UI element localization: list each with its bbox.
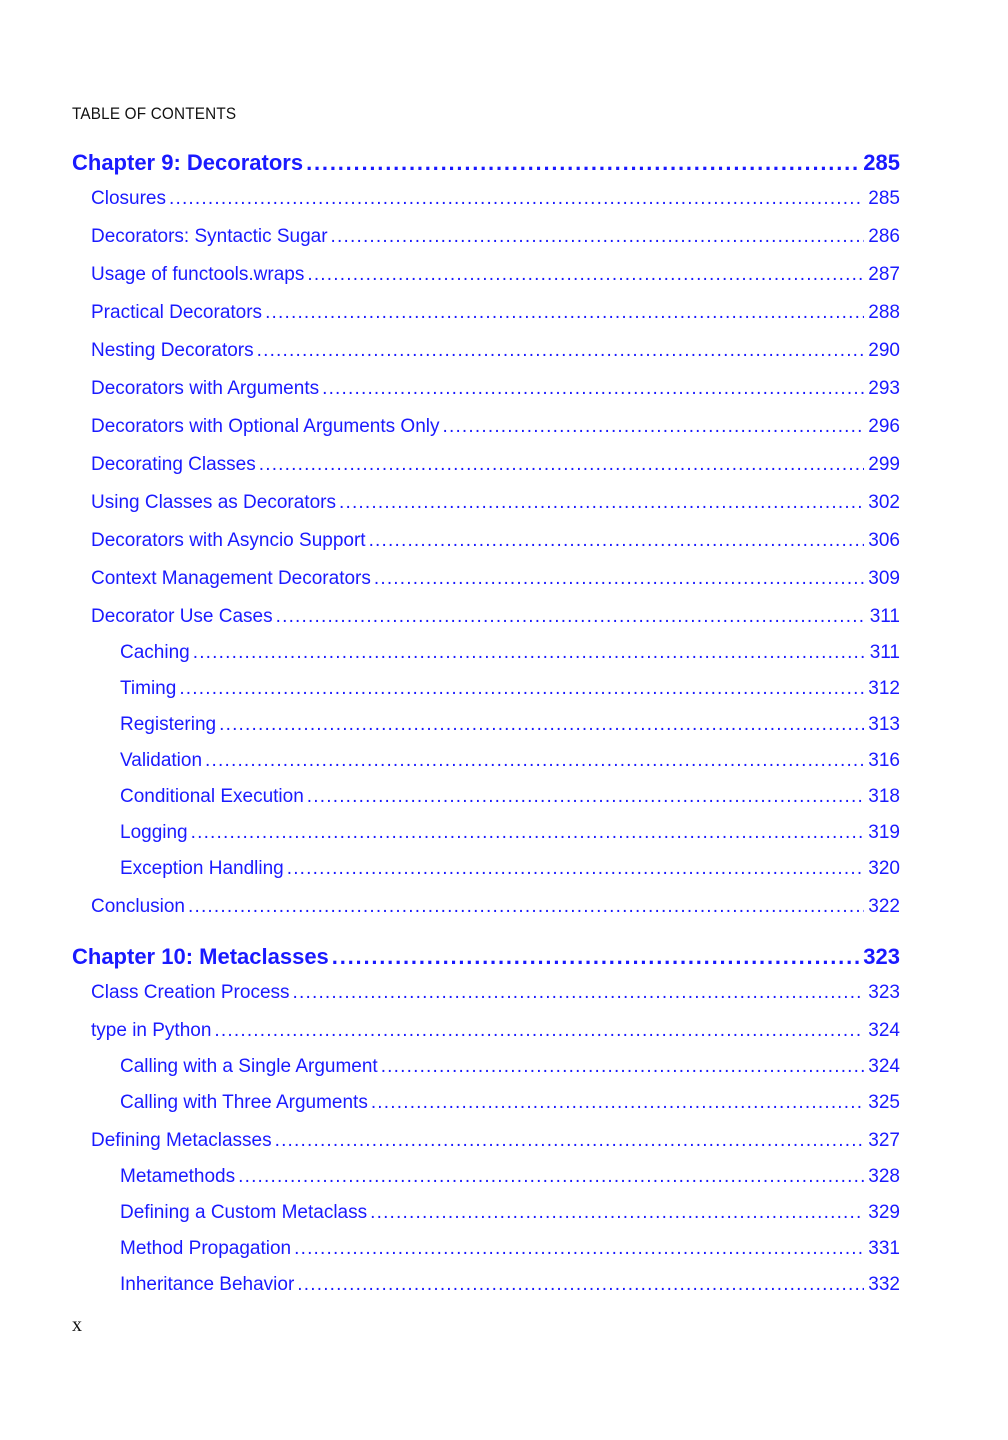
toc-section-entry[interactable] xyxy=(91,264,900,288)
dot-leader xyxy=(331,226,865,248)
toc-section-entry[interactable] xyxy=(91,378,900,402)
dot-leader xyxy=(381,1056,865,1078)
toc-subsection-entry[interactable] xyxy=(120,642,900,666)
toc-entry-page-number: 312 xyxy=(868,678,900,699)
toc-subsection-entry[interactable] xyxy=(120,1238,900,1262)
dot-leader xyxy=(265,302,864,324)
toc-section-entry[interactable] xyxy=(91,982,900,1006)
dot-leader xyxy=(188,896,864,918)
toc-entry-title: Calling with a Single Argument xyxy=(120,1056,378,1077)
toc-subsection-entry[interactable] xyxy=(120,1202,900,1226)
dot-leader xyxy=(193,642,866,664)
toc-entry-title: Caching xyxy=(120,642,190,663)
toc-entry-title: Decorating Classes xyxy=(91,454,256,475)
toc-entry-page-number: 290 xyxy=(868,340,900,361)
toc-entry-title: Decorators: Syntactic Sugar xyxy=(91,226,328,247)
toc-entry-title: Defining Metaclasses xyxy=(91,1130,272,1151)
dot-leader xyxy=(219,714,864,736)
toc-entry-title: Conclusion xyxy=(91,896,185,917)
toc-entry-page-number: 285 xyxy=(863,150,900,175)
toc-entry-page-number: 313 xyxy=(868,714,900,735)
toc-subsection-entry[interactable] xyxy=(120,1166,900,1190)
toc-section-entry[interactable] xyxy=(91,492,900,516)
toc-subsection-entry[interactable] xyxy=(120,714,900,738)
toc-subsection-entry[interactable] xyxy=(120,822,900,846)
toc-chapter-entry[interactable] xyxy=(72,150,900,178)
toc-entry-title: Using Classes as Decorators xyxy=(91,492,336,513)
dot-leader xyxy=(293,982,865,1004)
toc-section-entry[interactable] xyxy=(91,606,900,630)
dot-leader xyxy=(275,1130,865,1152)
toc-entry-title: Logging xyxy=(120,822,188,843)
dot-leader xyxy=(443,416,865,438)
toc-entry-title: Validation xyxy=(120,750,203,771)
toc-entry-page-number: 299 xyxy=(868,454,900,475)
toc-subsection-entry[interactable] xyxy=(120,786,900,810)
toc-entry-title: type in Python xyxy=(91,1020,212,1041)
dot-leader xyxy=(191,822,865,844)
toc-entry-title: Metamethods xyxy=(120,1166,236,1187)
toc-section-entry[interactable] xyxy=(91,454,900,478)
toc-entry-page-number: 288 xyxy=(868,302,900,323)
toc-entry-title: Timing xyxy=(120,678,177,699)
dot-leader xyxy=(371,1092,864,1114)
toc-section-entry[interactable] xyxy=(91,896,900,920)
dot-leader xyxy=(306,150,859,176)
toc-entry-page-number: 287 xyxy=(868,264,900,285)
toc-entry-page-number: 296 xyxy=(868,416,900,437)
toc-entry-title: Registering xyxy=(120,714,217,735)
toc-entry-page-number: 286 xyxy=(868,226,900,247)
toc-entry-page-number: 329 xyxy=(868,1202,900,1223)
toc-section-entry[interactable] xyxy=(91,340,900,364)
toc-entry-title: Defining a Custom Metaclass xyxy=(120,1202,368,1223)
dot-leader xyxy=(287,858,865,880)
toc-entry-title: Class Creation Process xyxy=(91,982,290,1003)
dot-leader xyxy=(307,786,865,808)
toc-entry-page-number: 285 xyxy=(868,188,900,209)
toc-subsection-entry[interactable] xyxy=(120,750,900,774)
toc-entry-title: Decorators with Arguments xyxy=(91,378,320,399)
toc-entry-page-number: 332 xyxy=(868,1274,900,1295)
dot-leader xyxy=(276,606,866,628)
toc-entry-title: Method Propagation xyxy=(120,1238,292,1259)
toc-entry-page-number: 318 xyxy=(868,786,900,807)
dot-leader xyxy=(322,378,864,400)
toc-chapter-entry[interactable] xyxy=(72,944,900,972)
toc-subsection-entry[interactable] xyxy=(120,678,900,702)
toc-entry-page-number: 311 xyxy=(869,642,900,663)
dot-leader xyxy=(179,678,864,700)
toc-entry-title: Exception Handling xyxy=(120,858,284,879)
dot-leader xyxy=(307,264,864,286)
toc-entry-page-number: 325 xyxy=(868,1092,900,1113)
toc-entry-page-number: 293 xyxy=(868,378,900,399)
toc-section-entry[interactable] xyxy=(91,1130,900,1154)
toc-entry-title: Chapter 10: Metaclasses xyxy=(72,944,329,969)
toc-entry-page-number: 309 xyxy=(868,568,900,589)
toc-entry-page-number: 311 xyxy=(869,606,900,627)
toc-entry-title: Decorators with Asyncio Support xyxy=(91,530,366,551)
toc-subsection-entry[interactable] xyxy=(120,1274,900,1298)
toc-section-entry[interactable] xyxy=(91,530,900,554)
toc-entry-title: Decorators with Optional Arguments Only xyxy=(91,416,440,437)
toc-entry-title: Calling with Three Arguments xyxy=(120,1092,368,1113)
toc-entry-page-number: 331 xyxy=(868,1238,900,1259)
toc-entry-title: Nesting Decorators xyxy=(91,340,254,361)
dot-leader xyxy=(238,1166,864,1188)
toc-entry-page-number: 323 xyxy=(868,982,900,1003)
toc-entry-page-number: 324 xyxy=(868,1056,900,1077)
toc-entry-page-number: 316 xyxy=(868,750,900,771)
toc-entry-title: Context Management Decorators xyxy=(91,568,371,589)
toc-section-entry[interactable] xyxy=(91,1020,900,1044)
dot-leader xyxy=(374,568,864,590)
dot-leader xyxy=(369,530,865,552)
toc-section-entry[interactable] xyxy=(91,568,900,592)
toc-entry-page-number: 319 xyxy=(868,822,900,843)
toc-entry-page-number: 323 xyxy=(863,944,900,969)
toc-section-entry[interactable] xyxy=(91,226,900,250)
toc-entry-page-number: 327 xyxy=(868,1130,900,1151)
toc-entry-title: Inheritance Behavior xyxy=(120,1274,295,1295)
dot-leader xyxy=(169,188,864,210)
dot-leader xyxy=(259,454,865,476)
toc-entry-title: Practical Decorators xyxy=(91,302,263,323)
toc-subsection-entry[interactable] xyxy=(120,1056,900,1080)
dot-leader xyxy=(370,1202,864,1224)
running-head: TABLE OF CONTENTS xyxy=(72,104,237,123)
dot-leader xyxy=(257,340,865,362)
page-number: x xyxy=(72,1314,82,1336)
dot-leader xyxy=(294,1238,864,1260)
dot-leader xyxy=(205,750,864,772)
dot-leader xyxy=(297,1274,864,1296)
toc-section-entry[interactable] xyxy=(91,416,900,440)
toc-entry-page-number: 324 xyxy=(868,1020,900,1041)
toc-entry-title: Closures xyxy=(91,188,166,209)
toc-section-entry[interactable] xyxy=(91,302,900,326)
toc-subsection-entry[interactable] xyxy=(120,1092,900,1116)
toc-entry-page-number: 306 xyxy=(868,530,900,551)
toc-entry-title: Usage of functools.wraps xyxy=(91,264,305,285)
toc-section-entry[interactable] xyxy=(91,188,900,212)
dot-leader xyxy=(214,1020,864,1042)
dot-leader xyxy=(332,944,859,970)
toc-entry-page-number: 328 xyxy=(868,1166,900,1187)
toc-entry-page-number: 322 xyxy=(868,896,900,917)
toc-entry-title: Conditional Execution xyxy=(120,786,304,807)
toc-entry-page-number: 320 xyxy=(868,858,900,879)
toc-entry-page-number: 302 xyxy=(868,492,900,513)
toc-subsection-entry[interactable] xyxy=(120,858,900,882)
toc-entry-title: Chapter 9: Decorators xyxy=(72,150,304,175)
dot-leader xyxy=(339,492,864,514)
toc-entry-title: Decorator Use Cases xyxy=(91,606,273,627)
